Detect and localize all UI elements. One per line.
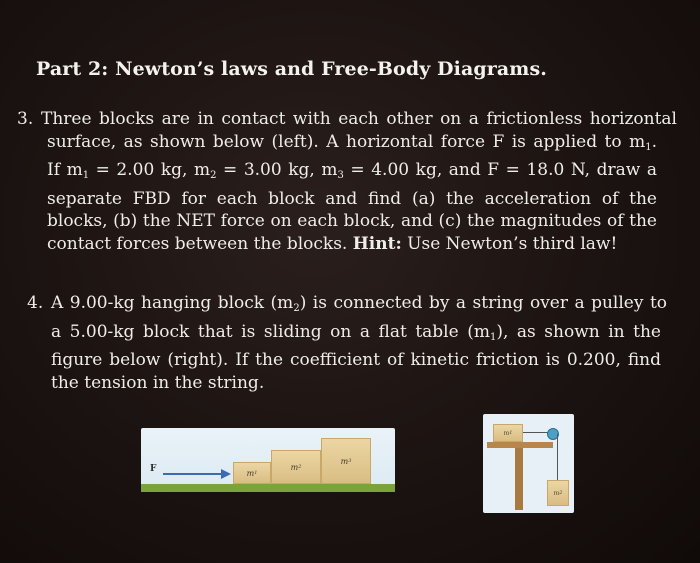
problem-text-part: . bbox=[651, 131, 657, 152]
block-label-subscript: 1 bbox=[509, 430, 513, 436]
problem-text: blocks, (b) the NET force on each block, and (c) the magnitudes of the bbox=[47, 211, 657, 232]
subscript: 3 bbox=[337, 170, 344, 182]
problem-3-line-2 bbox=[17, 131, 657, 160]
hint-text: Use Newton’s third law! bbox=[401, 233, 618, 254]
problem-3-line-4 bbox=[17, 188, 657, 211]
section-heading: Part 2: Newton’s laws and Free-Body Diagrams. bbox=[36, 58, 547, 80]
problem-text-part: = 4.00 kg, and F = 18.0 N, draw a bbox=[343, 160, 657, 181]
block-label: m bbox=[340, 456, 349, 466]
table-leg bbox=[515, 448, 523, 510]
block-label-subscript: 2 bbox=[298, 464, 302, 470]
frictionless-surface bbox=[141, 484, 395, 492]
block-label: m bbox=[290, 462, 299, 472]
problem-4-line-3 bbox=[27, 349, 661, 372]
problem-4-line-2 bbox=[27, 321, 661, 350]
problem-3-line-1 bbox=[17, 108, 677, 131]
three-blocks-figure bbox=[141, 428, 395, 492]
hanging-block-m2 bbox=[547, 480, 569, 506]
problem-text-part: a 5.00-kg block that is sliding on a flat table (m bbox=[51, 321, 490, 342]
problem-3-line-3 bbox=[17, 159, 657, 188]
force-arrow bbox=[163, 473, 223, 475]
problem-text bbox=[47, 132, 657, 152]
problem-text-part: ), as shown in the bbox=[496, 321, 661, 342]
subscript: 1 bbox=[82, 170, 90, 182]
subscript: 2 bbox=[210, 170, 217, 182]
problem-number: 3. bbox=[17, 109, 34, 129]
problem-text: figure below (right). If the coefficient of kinetic friction is 0.200, find bbox=[51, 350, 661, 371]
problem-text-part: = 2.00 kg, m bbox=[89, 160, 211, 181]
problem-text: contact forces between the blocks. bbox=[47, 233, 353, 254]
problem-text-part: = 3.00 kg, m bbox=[216, 160, 338, 181]
problem-text-part: A 9.00-kg hanging block (m bbox=[51, 293, 294, 313]
block-label: m bbox=[553, 489, 560, 497]
subscript: 1 bbox=[645, 141, 652, 153]
block-label-subscript: 2 bbox=[559, 490, 563, 496]
problem-text bbox=[51, 322, 661, 342]
force-arrow-head bbox=[221, 469, 231, 479]
problem-text-part: If m bbox=[47, 160, 83, 181]
block-m1 bbox=[233, 462, 271, 484]
pulley-table-figure bbox=[483, 414, 574, 513]
block-label: m bbox=[246, 468, 255, 478]
problem-text: the tension in the string. bbox=[51, 372, 265, 393]
problem-3-line-5 bbox=[17, 210, 657, 233]
problem-4-line-1 bbox=[27, 292, 667, 321]
string-vertical bbox=[557, 434, 558, 480]
block-m3 bbox=[321, 438, 371, 484]
problem-text: separate FBD for each block and find (a) the acceleration of the bbox=[47, 188, 657, 209]
problem-3-line-6 bbox=[17, 233, 677, 256]
problem-text: Three blocks are in contact with each other on a frictionless horizontal bbox=[41, 109, 677, 129]
hint-label: Hint: bbox=[352, 233, 402, 254]
problem-text-part: surface, as shown below (left). A horizontal force F is applied to m bbox=[47, 131, 646, 152]
block-m2 bbox=[271, 450, 321, 484]
problem-3 bbox=[17, 108, 677, 256]
subscript: 1 bbox=[489, 331, 497, 343]
subscript: 2 bbox=[293, 303, 300, 314]
block-label-subscript: 1 bbox=[254, 470, 258, 476]
block-label-subscript: 3 bbox=[348, 458, 352, 464]
problem-4 bbox=[27, 292, 667, 394]
problem-4-line-4 bbox=[27, 372, 667, 395]
block-label: m bbox=[503, 429, 510, 437]
force-label: F bbox=[150, 464, 157, 474]
table-block-m1 bbox=[493, 424, 523, 442]
problem-number: 4. bbox=[27, 293, 44, 313]
problem-text-part: ) is connected by a string over a pulley to bbox=[299, 293, 668, 313]
problem-text bbox=[51, 293, 667, 313]
problem-text bbox=[47, 160, 657, 180]
